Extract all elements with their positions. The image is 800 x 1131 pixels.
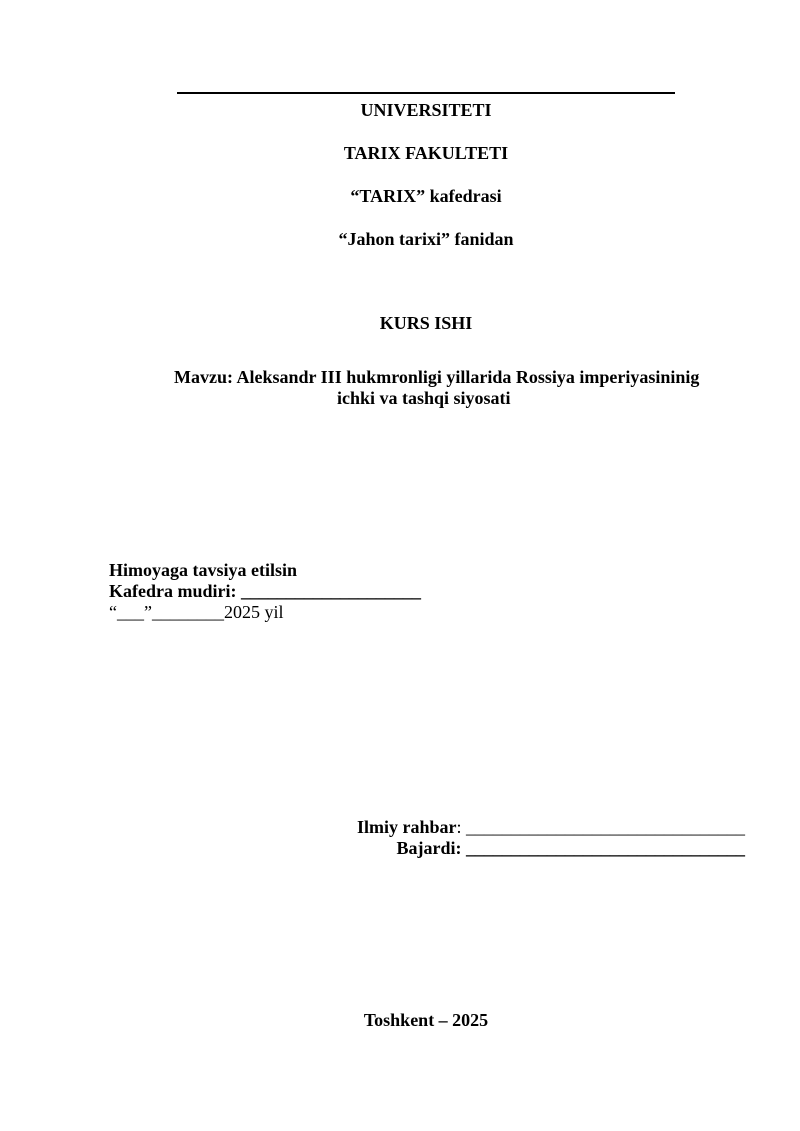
department-title: “TARIX” kafedrasi [350, 186, 502, 206]
topic-line-2: ichki va tashqi siyosati [337, 388, 511, 408]
city-year: Toshkent – 2025 [363, 1010, 489, 1030]
approval-date-line: “___”________2025 yil [109, 602, 284, 622]
advisor-signature-row [330, 817, 745, 838]
performer-signature-row [330, 838, 745, 859]
university-title: UNIVERSITETI [360, 100, 492, 120]
performer-signature-line: _______________________________ [461, 838, 745, 858]
department-head-signature-line: Kafedra mudiri: ____________________ [109, 581, 421, 601]
subject-title: “Jahon tarixi” fanidan [338, 229, 514, 249]
performer-label: Bajardi: [396, 838, 462, 858]
university-name-underline [177, 92, 675, 94]
signatures-block [330, 817, 745, 859]
advisor-label: Ilmiy rahbar [356, 817, 457, 837]
approval-block [109, 560, 421, 623]
topic-line-1: Mavzu: Aleksandr III hukmronligi yillarida Rossiya imperiyasininig [174, 367, 700, 387]
document-type-heading: KURS ISHI [379, 313, 473, 333]
defense-recommendation: Himoyaga tavsiya etilsin [109, 560, 297, 580]
topic-block [174, 367, 744, 409]
faculty-title: TARIX FAKULTETI [343, 143, 509, 163]
advisor-signature-line: : _______________________________ [456, 817, 745, 837]
